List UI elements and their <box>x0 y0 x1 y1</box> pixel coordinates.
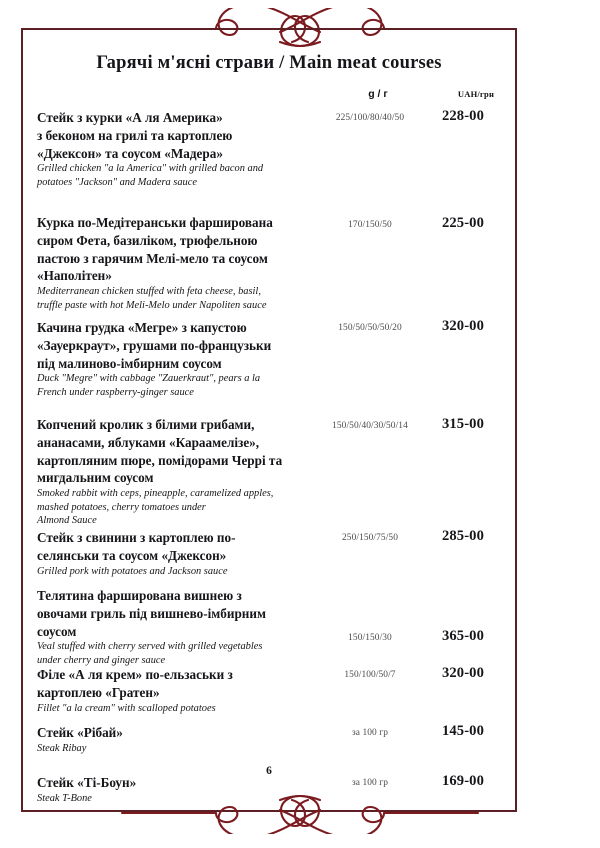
menu-item-names <box>37 529 319 578</box>
menu-item-price: 225-00 <box>442 215 484 231</box>
menu-item-name-ua: Стейк «Рібай» <box>37 725 123 740</box>
menu-item-price: 365-00 <box>442 628 484 644</box>
menu-item-weight: за 100 гр <box>351 728 389 738</box>
menu-item-weight: 150/50/50/50/20 <box>338 323 402 333</box>
menu-item-name-ua: Стейк з курки «А ля Америка» з беконом на грилі та картоплею «Джексон» та соусом «Мадера» <box>37 110 233 161</box>
menu-item-name-ua: Телятина фарширована вишнею з овочами гриль під вишнево-імбирним соусом <box>37 588 266 639</box>
menu-item-name-en: Grilled pork with potatoes and Jackson sauce <box>37 565 228 577</box>
menu-item-price: 315-00 <box>442 416 484 432</box>
menu-item <box>23 666 529 715</box>
menu-item-weight: 250/150/75/50 <box>342 533 398 543</box>
menu-item-weight: 150/150/30 <box>348 633 392 643</box>
menu-content <box>23 30 515 810</box>
menu-item-name-ua: Стейк «Ті-Боун» <box>37 775 137 790</box>
menu-item-weight: 150/100/50/7 <box>344 670 396 680</box>
menu-item-name-en: Smoked rabbit with ceps, pineapple, caramelized apples, mashed potatoes, cherry tomatoes under Almond Sauce <box>37 488 274 527</box>
menu-item-weight: 170/150/50 <box>348 220 392 230</box>
menu-item-names <box>37 724 319 755</box>
column-headers <box>23 88 515 106</box>
menu-item <box>23 109 529 190</box>
page-title: Гарячі м'ясні страви / Main meat courses <box>96 53 442 73</box>
menu-item-name-ua: Копчений кролик з білими грибами, ананасами, яблуками «Караамелізе», картопляним пюре, помідорами Черрі та мигдальним соусом <box>37 417 283 486</box>
menu-item-names <box>37 416 319 528</box>
menu-item-names <box>37 214 319 312</box>
menu-item <box>23 529 529 578</box>
menu-item-weight: за 100 гр <box>351 778 389 788</box>
menu-item-name-en: Mediterranean chicken stuffed with feta cheese, basil, truffle paste with hot Meli-Melo under Napoliten sauce <box>37 286 267 311</box>
price-column-header: UAH/грн <box>457 89 495 99</box>
menu-item <box>23 587 529 668</box>
menu-item <box>23 319 529 400</box>
menu-item-name-en: Veal stuffed with cherry served with grilled vegetables under cherry and ginger sauce <box>37 641 263 666</box>
menu-item-name-en: Grilled chicken "a la America" with grilled bacon and potatoes "Jackson" and Madera sauce <box>37 163 264 188</box>
menu-item-weight: 225/100/80/40/50 <box>335 113 405 123</box>
menu-item-name-ua: Стейк з свинини з картоплею по- селянськи та соусом «Джексон» <box>37 530 236 563</box>
menu-item-names <box>37 666 319 715</box>
menu-item-name-en: Steak T-Bone <box>37 792 92 804</box>
menu-item-name-ua: Філе «А ля крем» по-ельзаськи з картоплею «Гратен» <box>37 667 233 700</box>
menu-item <box>23 214 529 312</box>
menu-item <box>23 416 529 528</box>
menu-item-name-ua: Курка по-Медітеранськи фарширована сиром Фета, базиліком, трюфельною пастою з гарячим Мелі-мело та соусом «Наполітен» <box>37 215 273 284</box>
bottom-flourish-ornament <box>0 788 600 836</box>
menu-item-name-en: Duck "Megre" with cabbage "Zauerkraut", pears a la French under raspberry-ginger sauce <box>37 373 261 398</box>
menu-item-names <box>37 587 319 668</box>
weight-column-header: g / г <box>368 88 388 100</box>
menu-item <box>23 724 529 755</box>
menu-item-price: 228-00 <box>442 108 484 124</box>
menu-item-price: 320-00 <box>442 665 484 681</box>
menu-item-names <box>37 319 319 400</box>
menu-item-price: 169-00 <box>442 773 484 789</box>
menu-item-name-en: Steak Ribay <box>37 742 87 754</box>
menu-item-name-en: Fillet "a la cream" with scalloped potatoes <box>37 702 216 714</box>
menu-item-price: 145-00 <box>442 723 484 739</box>
menu-item-name-ua: Качина грудка «Мегре» з капустою «Зауеркраут», грушами по-французьки під малиново-імбирним соусом <box>37 320 272 371</box>
menu-item-names <box>37 109 319 190</box>
menu-item-weight: 150/50/40/30/50/14 <box>332 421 408 431</box>
menu-item-price: 285-00 <box>442 528 484 544</box>
page-number: 6 <box>266 765 272 777</box>
menu-item-price: 320-00 <box>442 318 484 334</box>
